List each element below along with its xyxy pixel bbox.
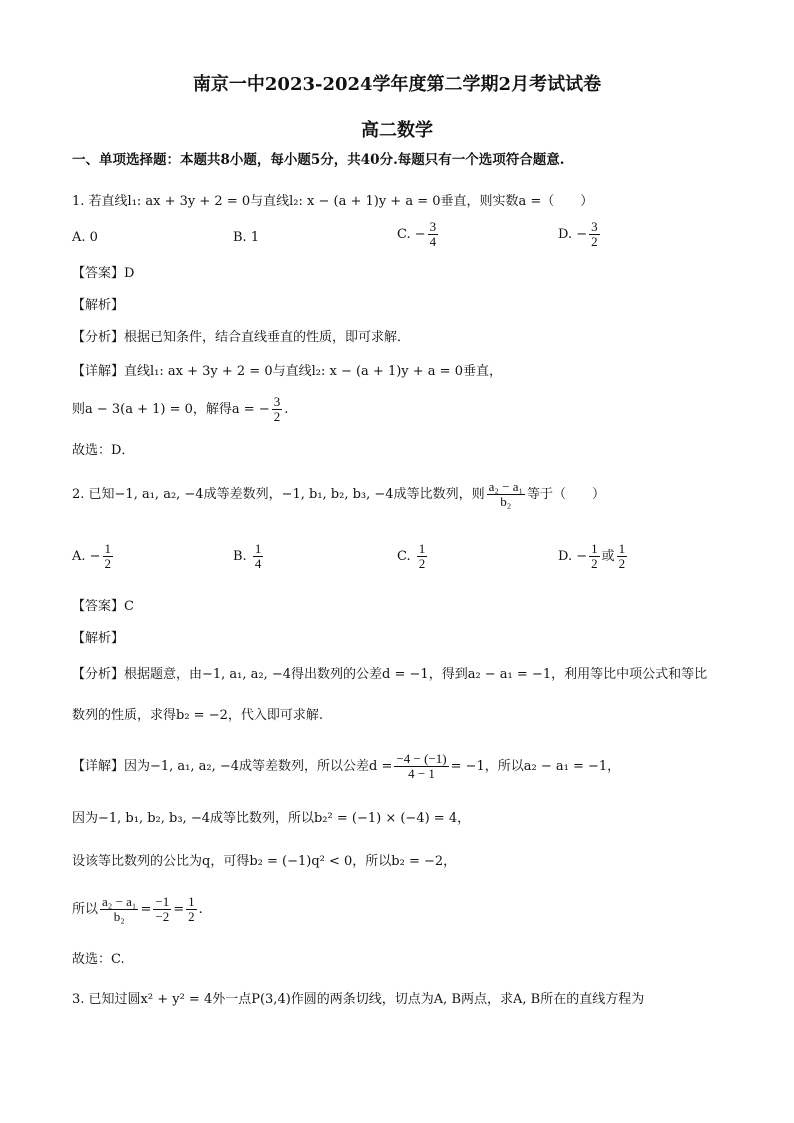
fraction-denominator: 4 <box>429 234 437 249</box>
fraction-denominator: 2 <box>273 409 281 424</box>
q1-fenxi: 【分析】根据已知条件，结合直线垂直的性质，即可求解． <box>72 330 411 345</box>
q2-so-suffix: . <box>198 902 203 917</box>
q2-option-a <box>72 542 115 571</box>
q2-choose: 故选：C. <box>72 952 125 967</box>
q1-answer: 【答案】D <box>72 266 135 281</box>
q2-option-c <box>397 542 429 571</box>
q2-option-d-prefix: D. − <box>558 549 588 564</box>
q2-option-b-prefix: B. <box>233 549 247 564</box>
fraction-numerator: 1 <box>188 894 195 909</box>
q1-step-suffix: . <box>284 402 289 417</box>
q2-conclusion <box>72 895 203 924</box>
fraction-numerator: a₂ − a₁ <box>488 479 524 494</box>
q2-so-fraction-3 <box>186 895 197 924</box>
q2-fenxi-line1: 【分析】根据题意，由−1, a₁, a₂, −4得出数列的公差d = −1，得到a₂ − a₁ = −1，利用等比中项公式和等比 <box>72 667 708 682</box>
q1-option-d-prefix: D. − <box>558 227 588 242</box>
fraction-numerator: 3 <box>273 394 281 409</box>
q1-option-c <box>397 220 440 249</box>
q2-line-q: 设该等比数列的公比为q，可得b₂ = (−1)q² < 0，所以b₂ = −2， <box>72 854 457 869</box>
fraction-numerator: 1 <box>591 541 598 556</box>
q2-option-a-prefix: A. − <box>72 549 101 564</box>
q2-answer: 【答案】C <box>72 599 134 614</box>
q1-option-d <box>558 220 602 249</box>
fraction-denominator: b₂ <box>500 494 512 509</box>
fraction-denominator: 2 <box>591 556 598 571</box>
fraction-numerator: 3 <box>429 219 437 234</box>
fraction-numerator: 1 <box>104 541 112 556</box>
q2-option-d <box>558 542 629 571</box>
q1-option-d-fraction <box>589 220 600 249</box>
fraction-numerator: 3 <box>591 219 598 234</box>
q2-stem <box>72 480 605 509</box>
q2-detail-prefix: 【详解】因为−1, a₁, a₂, −4成等差数列，所以公差d = <box>72 759 393 774</box>
q2-stem-fraction <box>487 480 525 509</box>
q2-so-prefix: 所以 <box>72 902 99 917</box>
fraction-numerator: 1 <box>418 541 426 556</box>
fraction-numerator: 1 <box>618 541 626 556</box>
q1-step <box>72 395 288 424</box>
q2-stem-prefix: 2. 已知−1, a₁, a₂, −4成等差数列，−1, b₁, b₂, b₃, −4成等比数列，则 <box>72 487 485 502</box>
fraction-denominator: 2 <box>104 556 112 571</box>
fraction-numerator: −1 <box>155 894 170 909</box>
fraction-denominator: 2 <box>618 556 626 571</box>
q1-step-fraction <box>272 395 283 424</box>
exam-title: 南京一中2023-2024学年度第二学期2月考试试卷 <box>192 74 602 95</box>
q1-option-c-fraction <box>428 220 439 249</box>
q1-detail: 【详解】直线l₁: ax + 3y + 2 = 0与直线l₂: x − (a + 1)y + a = 0垂直， <box>72 364 502 379</box>
section-heading: 一、单项选择题：本题共8小题，每小题5分，共40分.每题只有一个选项符合题意. <box>72 152 565 168</box>
q2-line-b: 因为−1, b₁, b₂, b₃, −4成等比数列，所以b₂² = (−1) × (−4) = 4， <box>72 811 471 826</box>
q1-option-b: B. 1 <box>233 230 260 245</box>
fraction-denominator: −2 <box>155 909 170 924</box>
q2-option-d-mid: 或 <box>601 549 615 564</box>
fraction-denominator: 2 <box>418 556 426 571</box>
q2-option-d-fraction-2 <box>617 542 628 571</box>
q2-so-equals-2: = <box>173 902 185 917</box>
fraction-numerator: 1 <box>254 541 262 556</box>
q1-step-prefix: 则a − 3(a + 1) = 0，解得a = − <box>72 402 270 417</box>
fraction-numerator: −4 − (−1) <box>396 751 447 766</box>
fraction-denominator: 4 − 1 <box>408 766 435 781</box>
q1-choose: 故选：D． <box>72 443 135 458</box>
q2-fenxi-line2: 数列的性质，求得b₂ = −2，代入即可求解. <box>72 708 323 723</box>
q2-detail-suffix: = −1，所以a₂ − a₁ = −1， <box>450 759 621 774</box>
fraction-denominator: 2 <box>591 234 598 249</box>
exam-subject: 高二数学 <box>361 120 433 141</box>
q2-analysis-label: 【解析】 <box>72 631 125 646</box>
fraction-denominator: 4 <box>254 556 262 571</box>
q2-option-a-fraction <box>103 542 114 571</box>
q2-option-b <box>233 542 265 571</box>
fraction-numerator: a₂ − a₁ <box>102 894 137 909</box>
q2-so-fraction-2 <box>153 895 171 924</box>
q1-analysis-label: 【解析】 <box>72 298 125 313</box>
q1-option-c-prefix: C. − <box>397 227 426 242</box>
q2-detail <box>72 752 620 781</box>
q2-option-c-prefix: C. <box>397 549 411 564</box>
fraction-denominator: 2 <box>188 909 195 924</box>
q2-option-d-fraction-1 <box>589 542 600 571</box>
q2-so-fraction-1 <box>100 895 138 924</box>
q2-stem-suffix: 等于（ ） <box>527 487 606 502</box>
q1-option-a: A. 0 <box>72 230 98 245</box>
q1-stem: 1. 若直线l₁: ax + 3y + 2 = 0与直线l₂: x − (a + 1)y + a = 0垂直，则实数a =（ ） <box>72 194 594 209</box>
q2-detail-fraction <box>394 752 448 781</box>
q3-stem: 3. 已知过圆x² + y² = 4外一点P(3,4)作圆的两条切线，切点为A, B两点，求A, B所在的直线方程为 <box>72 992 645 1007</box>
q2-option-b-fraction <box>253 542 264 571</box>
fraction-denominator: b₂ <box>113 909 125 924</box>
q2-option-c-fraction <box>417 542 428 571</box>
q2-so-equals-1: = <box>140 902 152 917</box>
